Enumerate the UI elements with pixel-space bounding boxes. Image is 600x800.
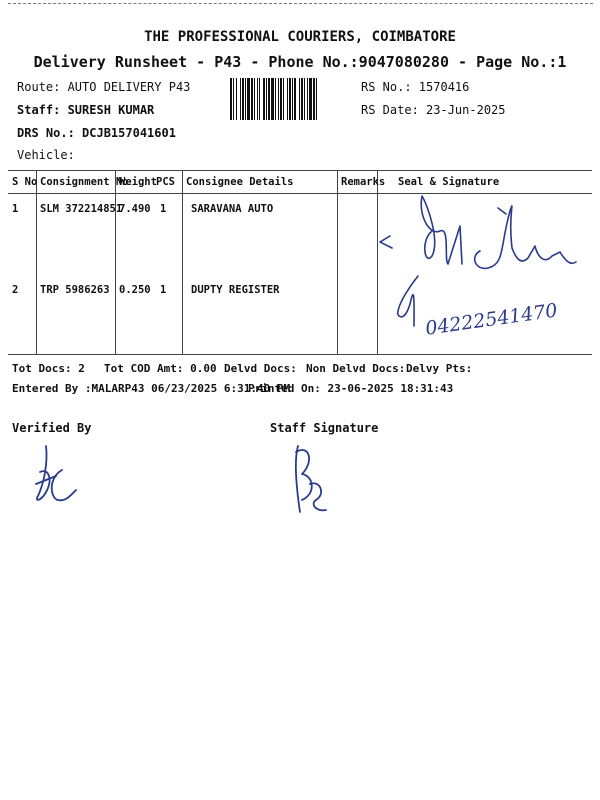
staff-signature-icon (288, 440, 338, 520)
table-row-consignment: SLM 372214851 (40, 203, 123, 215)
col-divider (115, 170, 116, 354)
header-sno: S No (12, 176, 38, 188)
entered-by: Entered By :MALARP43 06/23/2025 6:31:40 PM (12, 382, 291, 395)
table-row-sno: 1 (12, 203, 19, 215)
header-pcs: PCS (156, 176, 175, 188)
printed-on: Printed On: 23-06-2025 18:31:43 (248, 382, 454, 395)
table-row-consignee: SARAVANA AUTO (191, 203, 274, 215)
runsheet-subtitle: Delivery Runsheet - P43 - Phone No.:9047080280 - Page No.:1 (33, 53, 567, 71)
staff-label: Staff: SURESH KUMAR (17, 103, 155, 117)
barcode-icon (230, 78, 356, 120)
total-docs: Tot Docs: 2 (12, 362, 85, 375)
col-divider (182, 170, 183, 354)
verified-by-label: Verified By (12, 421, 92, 435)
header-consignment: Consignment No (40, 176, 129, 188)
top-dashed-border (8, 3, 593, 4)
table-row-consignment: TRP 5986263 (40, 284, 110, 296)
col-divider (337, 170, 338, 354)
rs-date: RS Date: 23-Jun-2025 (361, 103, 506, 117)
delivery-points: Delvy Pts: (406, 362, 473, 375)
table-row-consignee: DUPTY REGISTER (191, 284, 280, 296)
table-row-pcs: 1 (160, 203, 167, 215)
col-divider (36, 170, 37, 354)
company-title: THE PROFESSIONAL COURIERS, COIMBATORE (144, 29, 456, 45)
header-remarks: Remarks (341, 176, 386, 188)
handwritten-phone: 04222541470 (424, 299, 559, 340)
header-consignee: Consignee Details (186, 176, 294, 188)
table-row-weight: 7.490 (119, 203, 151, 215)
table-row-pcs: 1 (160, 284, 167, 296)
consignee-signature-icon (370, 186, 585, 361)
staff-signature-label: Staff Signature (270, 421, 379, 435)
verifier-signature-icon (28, 438, 88, 506)
route-label: Route: AUTO DELIVERY P43 (17, 80, 191, 94)
table-row-weight: 0.250 (119, 284, 151, 296)
vehicle-label: Vehicle: (17, 148, 75, 162)
header-seal-signature: Seal & Signature (398, 176, 500, 188)
non-delivered-docs: Non Delvd Docs: (306, 362, 406, 375)
drs-number: DRS No.: DCJB157041601 (17, 126, 176, 140)
total-cod: Tot COD Amt: 0.00 (104, 362, 217, 375)
rs-number: RS No.: 1570416 (361, 80, 470, 94)
table-row-sno: 2 (12, 284, 19, 296)
table-top-border (8, 170, 592, 171)
header-weight: Weight (119, 176, 157, 188)
delivered-docs: Delvd Docs: (224, 362, 297, 375)
